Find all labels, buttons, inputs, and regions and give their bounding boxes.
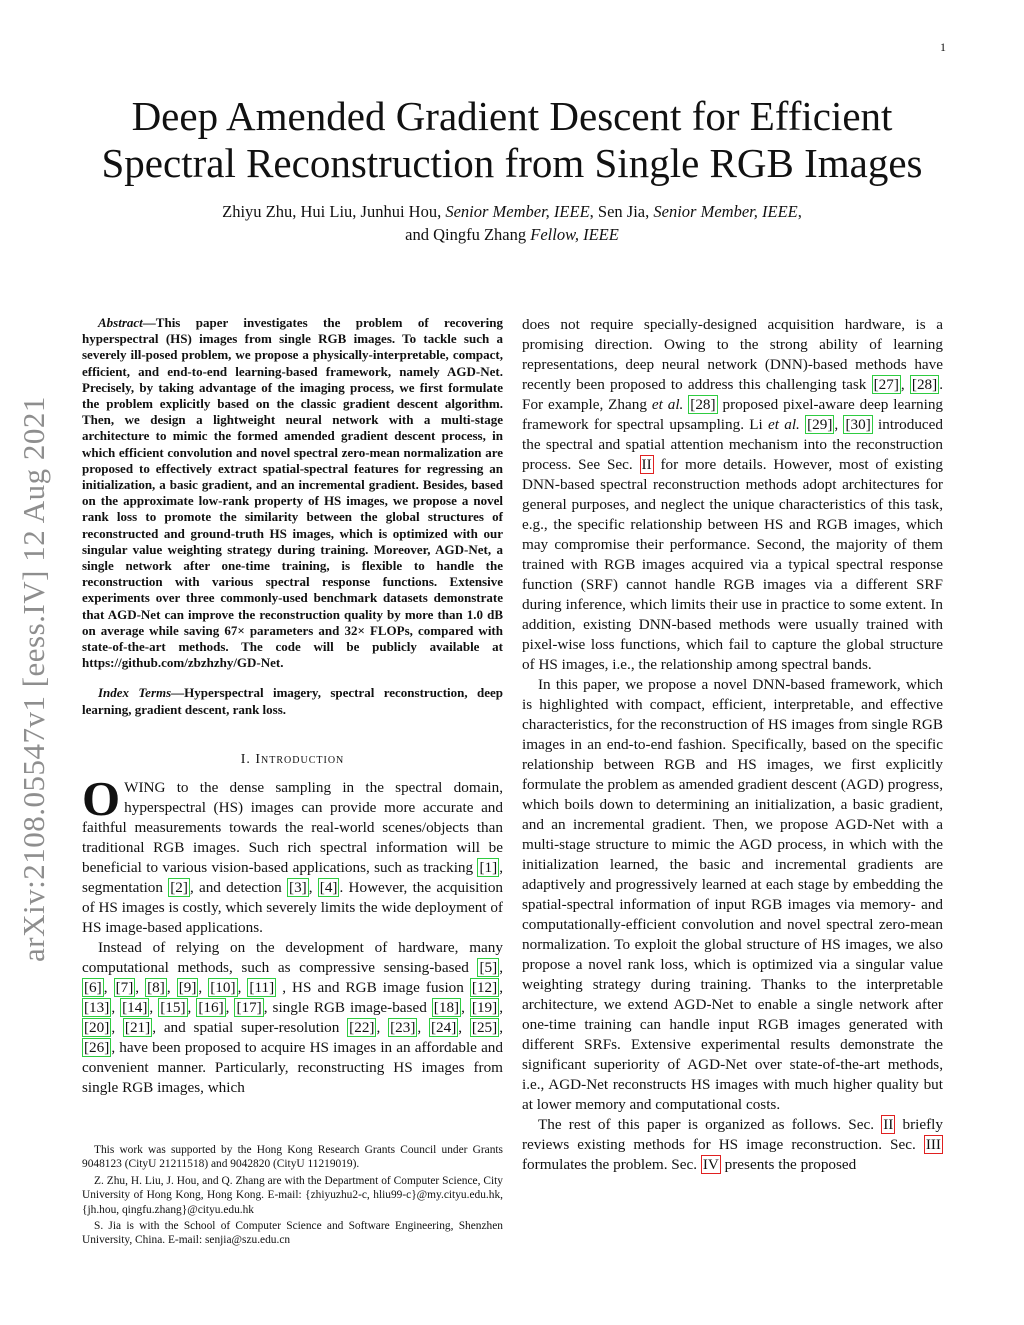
footnote-affiliation-2: S. Jia is with the School of Computer Science and Software Engineering, Shenzhen University, China. E-mail: senjia@szu.edu.cn: [82, 1220, 503, 1247]
citation-link[interactable]: [8]: [147, 978, 165, 996]
intro-paragraph-1: [82, 770, 504, 938]
citation-link[interactable]: [16]: [198, 998, 224, 1016]
citation-link[interactable]: [27]: [873, 376, 899, 393]
intro-text: introduced the spectral and spatial attention mechanism into the reconstruction process. See Sec.: [522, 416, 944, 473]
citation-link[interactable]: [29]: [807, 416, 833, 433]
intro-text: proposed pixel-aware deep learning framework for spectral upsampling. Li: [522, 396, 944, 433]
intro-text: Instead of relying on the development of hardware, many computational methods, such as compressive sensing-based: [82, 938, 503, 976]
intro-text: , and spatial super-resolution: [152, 1018, 348, 1036]
citation-link[interactable]: [21]: [124, 1018, 151, 1036]
intro-text: briefly reviews existing methods for HS image reconstruction. Sec.: [522, 1116, 943, 1153]
author-list: [100, 200, 924, 246]
abstract-text: —This paper investigates the problem of recovering hyperspectral (HS) images from single RGB images. To tackle such a severely ill-posed problem, we propose a physically-interpretable, compact, efficient, and end-to-end learning-based framework, namely AGD-Net. Precisely, by taking advantage of the imaging process, we first formulate the problem explicitly based on the classic gradient descent algorithm. Then, we design a lightweight neural network with a multi-stage architecture to mimic the formed amended gradient descent process, in which efficient convolution and novel spectral zero-mean normalization are proposed to effectively extract spatial-spectral features for regressing an initialization, a basic gradient, and an incremental gradient. Besides, based on the approximate low-rank property of HS images, we propose a novel rank loss to promote the similarity between the global structures of reconstructed and ground-truth HS images, which is optimized with our singular value weighting strategy during training. Moreover, AGD-Net, a single network after one-time training, is flexible to handle the reconstruction with various spectral response functions. Extensive experiments over three commonly-used benchmark datasets demonstrate that AGD-Net can improve the reconstruction quality by more than 1.0 dB on average while saving 67× parameters and 32× FLOPs, compared with state-of-the-art methods. The code will be publicly available at https://github.com/zbzhzhy/GD-Net.: [82, 315, 503, 671]
footnote-affiliation-1: Z. Zhu, H. Liu, J. Hou, and Q. Zhang are with the Department of Computer Science, City University of Hong Kong, Hong Kong. E-mail: {zhiyuzhu2-c, hliu99-c}@my.cityu.edu.hk, {jh.hou, qingfu.zhang}@cityu.edu.hk: [82, 1174, 503, 1216]
citation-link[interactable]: [1]: [479, 858, 498, 876]
section-name: Introduction: [255, 751, 345, 767]
citation-link[interactable]: [20]: [84, 1018, 110, 1036]
drop-cap: O: [82, 770, 121, 826]
citation-link[interactable]: [9]: [178, 978, 197, 996]
intro-text: presents the proposed: [720, 1156, 857, 1173]
intro-text: , have been proposed to acquire HS images in an affordable and convenient manner. Particularly, reconstructing HS images from single RGB images, which: [82, 1038, 503, 1096]
citation-link[interactable]: [6]: [84, 978, 102, 996]
authors-names-3: and Qingfu Zhang: [405, 225, 531, 244]
author-line-1: [100, 200, 924, 223]
footnote-funding: This work was supported by the Hong Kong Research Grants Council under Grants 9048123 (CityU 21211518) and 9042820 (CityU 11219019).: [82, 1144, 503, 1171]
citation-link[interactable]: [24]: [430, 1018, 457, 1036]
intro-text: , single RGB image-based: [263, 998, 432, 1016]
intro-paragraph-2: Instead of relying on the development of hardware, many computational methods, such as compressive sensing-based [5] , [6] , [7] , [8] , [9] , [10] , [11] , HS and RGB image fusion [12] , [13] , [14] , [15] , [16] , [17] , single RGB image-based [18] , [19] , [20] , [21] , and spatial super-resolution [22] , [23] , [24] , [25] , [26] , have been proposed to acquire HS images in an affordable and convenient manner. Particularly, reconstructing HS images from single RGB images, which: [82, 938, 504, 1096]
authors-names-2: , Sen Jia,: [589, 202, 654, 221]
title-line-2: Spectral Reconstruction from Single RGB Images: [101, 140, 923, 186]
citation-link[interactable]: [13]: [84, 998, 110, 1016]
intro-paragraph-3: does not require specially-designed acquisition hardware, is a promising direction. Owing to the strong ability of learning representations, deep neural network (DNN)-based methods have recently been proposed to address this challenging task [27] , [28] . For example, Zhang et al. [28] proposed pixel-aware deep learning framework for spectral upsampling. Li et al. [29] , [30] introduced the spectral and spatial attention mechanism into the reconstruction process. See Sec. II for more details. However, most of existing DNN-based spectral reconstruction methods adopt architectures for general purposes, and neglect the unique characteristics of this task, e.g., the specific relationship between HS and RGB images, which may compromise their performance. Second, the majority of them trained with RGB images acquired via a typical spectral response function (SRF) cannot handle RGB images via a different SRF during inference, which limits their use in practice to some extent. In addition, existing DNN-based methods were usually trained with pixel-wise loss functions, which fail to capture the global structure of HS images, i.e., the relationship among spectral bands.: [522, 316, 944, 673]
intro-text: does not require specially-designed acquisition hardware, is a promising direction. Owing to the strong ability of learning representations, deep neural network (DNN)-based methods have recently been proposed to address this challenging task: [522, 316, 943, 393]
citation-link[interactable]: [22]: [349, 1018, 375, 1036]
citation-link[interactable]: [2]: [170, 878, 188, 896]
index-terms: [82, 685, 503, 717]
intro-text: , segmentation: [82, 858, 503, 896]
intro-text: for more details. However, most of existing DNN-based spectral reconstruction methods adopt architectures for general purposes, and neglect the unique characteristics of this task, e.g., the specific relationship between HS and RGB images, which may compromise their performance. Second, the majority of them trained with RGB images acquired via a typical spectral response function (SRF) cannot handle RGB images via a different SRF during inference, which limits their use in practice to some extent. In addition, existing DNN-based methods were usually trained with pixel-wise loss functions, which fail to capture the global structure of HS images, i.e., the relationship among spectral bands.: [522, 456, 943, 673]
section-link[interactable]: II: [883, 1116, 894, 1133]
title-line-1: Deep Amended Gradient Descent for Efficient: [131, 93, 893, 139]
index-terms-label: Index Terms: [98, 685, 172, 701]
citation-link[interactable]: [25]: [471, 1018, 498, 1036]
footnotes: [82, 1143, 503, 1250]
citation-link[interactable]: [26]: [84, 1038, 110, 1056]
intro-text: , HS and RGB image fusion: [276, 978, 470, 996]
intro-text: . For example, Zhang: [522, 376, 944, 413]
citation-link[interactable]: [11]: [249, 978, 275, 996]
intro-text: WING to the dense sampling in the spectral domain, hyperspectral (HS) images can provide more accurate and faithful measurements towards the real-world scenes/objects than traditional RGB images. Such rich spectral information will be beneficial to various vision-based applications, such as tracking: [82, 778, 503, 876]
citation-link[interactable]: [12]: [471, 978, 498, 996]
page-number: 1: [940, 40, 946, 54]
citation-link[interactable]: [17]: [236, 998, 262, 1016]
abstract: [82, 315, 503, 671]
section-link[interactable]: IV: [702, 1156, 719, 1173]
citation-link[interactable]: [30]: [845, 416, 871, 433]
intro-text: formulates the problem. Sec.: [522, 1156, 701, 1173]
citation-link[interactable]: [28]: [911, 376, 938, 393]
authors-comma: ,: [797, 202, 802, 221]
section-numeral: I.: [240, 751, 251, 767]
author-title-3: Fellow, IEEE: [530, 225, 619, 244]
author-title-1: Senior Member, IEEE: [445, 202, 590, 221]
citation-link[interactable]: [10]: [210, 978, 236, 996]
paper-title: [60, 93, 964, 187]
section-link[interactable]: III: [925, 1136, 941, 1153]
citation-link[interactable]: [23]: [390, 1018, 416, 1036]
citation-link[interactable]: [3]: [289, 878, 307, 896]
index-terms-text: —Hyperspectral imagery, spectral reconstruction, deep learning, gradient descent, rank loss.: [82, 685, 503, 717]
section-link[interactable]: II: [641, 456, 652, 473]
intro-text: ,: [308, 878, 318, 896]
citation-link[interactable]: [15]: [160, 998, 186, 1016]
intro-text: . However, the acquisition of HS images is costly, which severely limits the wide deployment of HS image-based applications.: [82, 878, 504, 936]
citation-link[interactable]: [5]: [479, 958, 498, 976]
authors-names-1: Zhiyu Zhu, Hui Liu, Junhui Hou,: [222, 202, 446, 221]
right-column: [522, 315, 943, 1175]
intro-text: The rest of this paper is organized as follows. Sec.: [538, 1116, 882, 1133]
citation-link[interactable]: [28]: [690, 396, 716, 413]
arxiv-stamp: arXiv:2108.05547v1 [eess.IV] 12 Aug 2021: [16, 396, 51, 962]
et-al: et al.: [768, 416, 800, 433]
citation-link[interactable]: [7]: [115, 978, 134, 996]
citation-link[interactable]: [19]: [471, 998, 498, 1016]
citation-link[interactable]: [4]: [319, 878, 338, 896]
intro-paragraph-4: In this paper, we propose a novel DNN-based framework, which is highlighted with compact, efficient, interpretable, and effective characteristics, for the reconstruction of HS images from single RGB images in an end-to-end fashion. Specifically, based on the specific relationship between RGB and HS images, we first explicitly formulate the problem as amended gradient descent (AGD) progress, which boils down to determining an initialization, a basic gradient, and an incremental gradient. Then, we propose AGD-Net with a multi-stage structure to mimic the AGD process, in which with the initialization learned, the basic and incremental gradients are adaptively and progressively learned at each stage by embedding the spatial-spectral information of input RGB images via memory- and computationally-efficient convolution and novel spectral zero-mean normalization. To exploit the global structure of HS images, we also propose a novel rank loss, which is optimized via a singular value weighting strategy during training. Thanks to the interpretable architecture, we extend AGD-Net to enable a single network after one-time training can handle input RGB images generated with different SRFs. Extensive experimental results demonstrate the significant superiority of AGD-Net over state-of-the-art methods, i.e., AGD-Net reconstructs HS images with much higher quality but at lower memory and computational costs.: [522, 676, 943, 1113]
section-heading-introduction: [82, 752, 503, 768]
author-line-2: [100, 223, 924, 246]
author-title-2: Senior Member, IEEE: [653, 202, 798, 221]
left-column: [82, 315, 503, 1098]
citation-link[interactable]: [18]: [433, 998, 460, 1016]
abstract-label: Abstract: [98, 315, 143, 330]
intro-text: , and detection: [189, 878, 288, 896]
intro-paragraph-5: [522, 1115, 943, 1175]
et-al: et al.: [651, 396, 684, 413]
citation-link[interactable]: [14]: [122, 998, 148, 1016]
